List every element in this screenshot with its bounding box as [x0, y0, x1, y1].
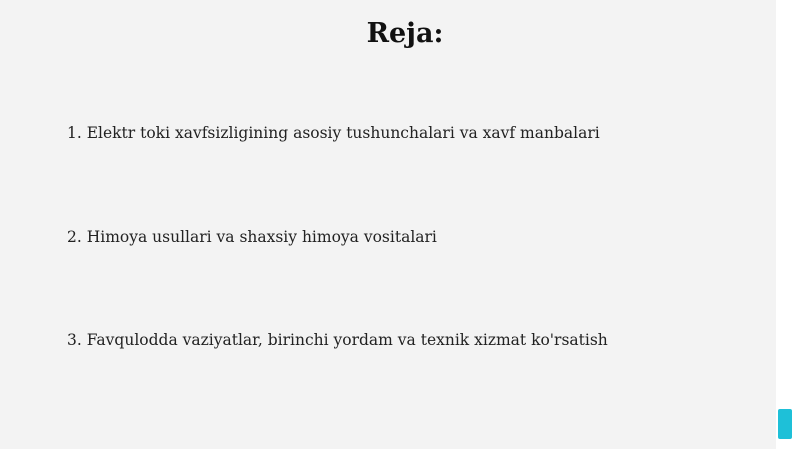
scrollbar-track[interactable] [776, 0, 800, 449]
scrollbar-thumb[interactable] [778, 409, 792, 439]
plan-item-1: 1. Elektr toki xavfsizligining asosiy tushunchalari va xavf manbalari [67, 124, 600, 142]
plan-item-2: 2. Himoya usullari va shaxsiy himoya vositalari [67, 228, 437, 246]
slide-title: Reja: [366, 18, 444, 49]
plan-item-3: 3. Favqulodda vaziyatlar, birinchi yordam va texnik xizmat ko'rsatish [67, 331, 608, 349]
